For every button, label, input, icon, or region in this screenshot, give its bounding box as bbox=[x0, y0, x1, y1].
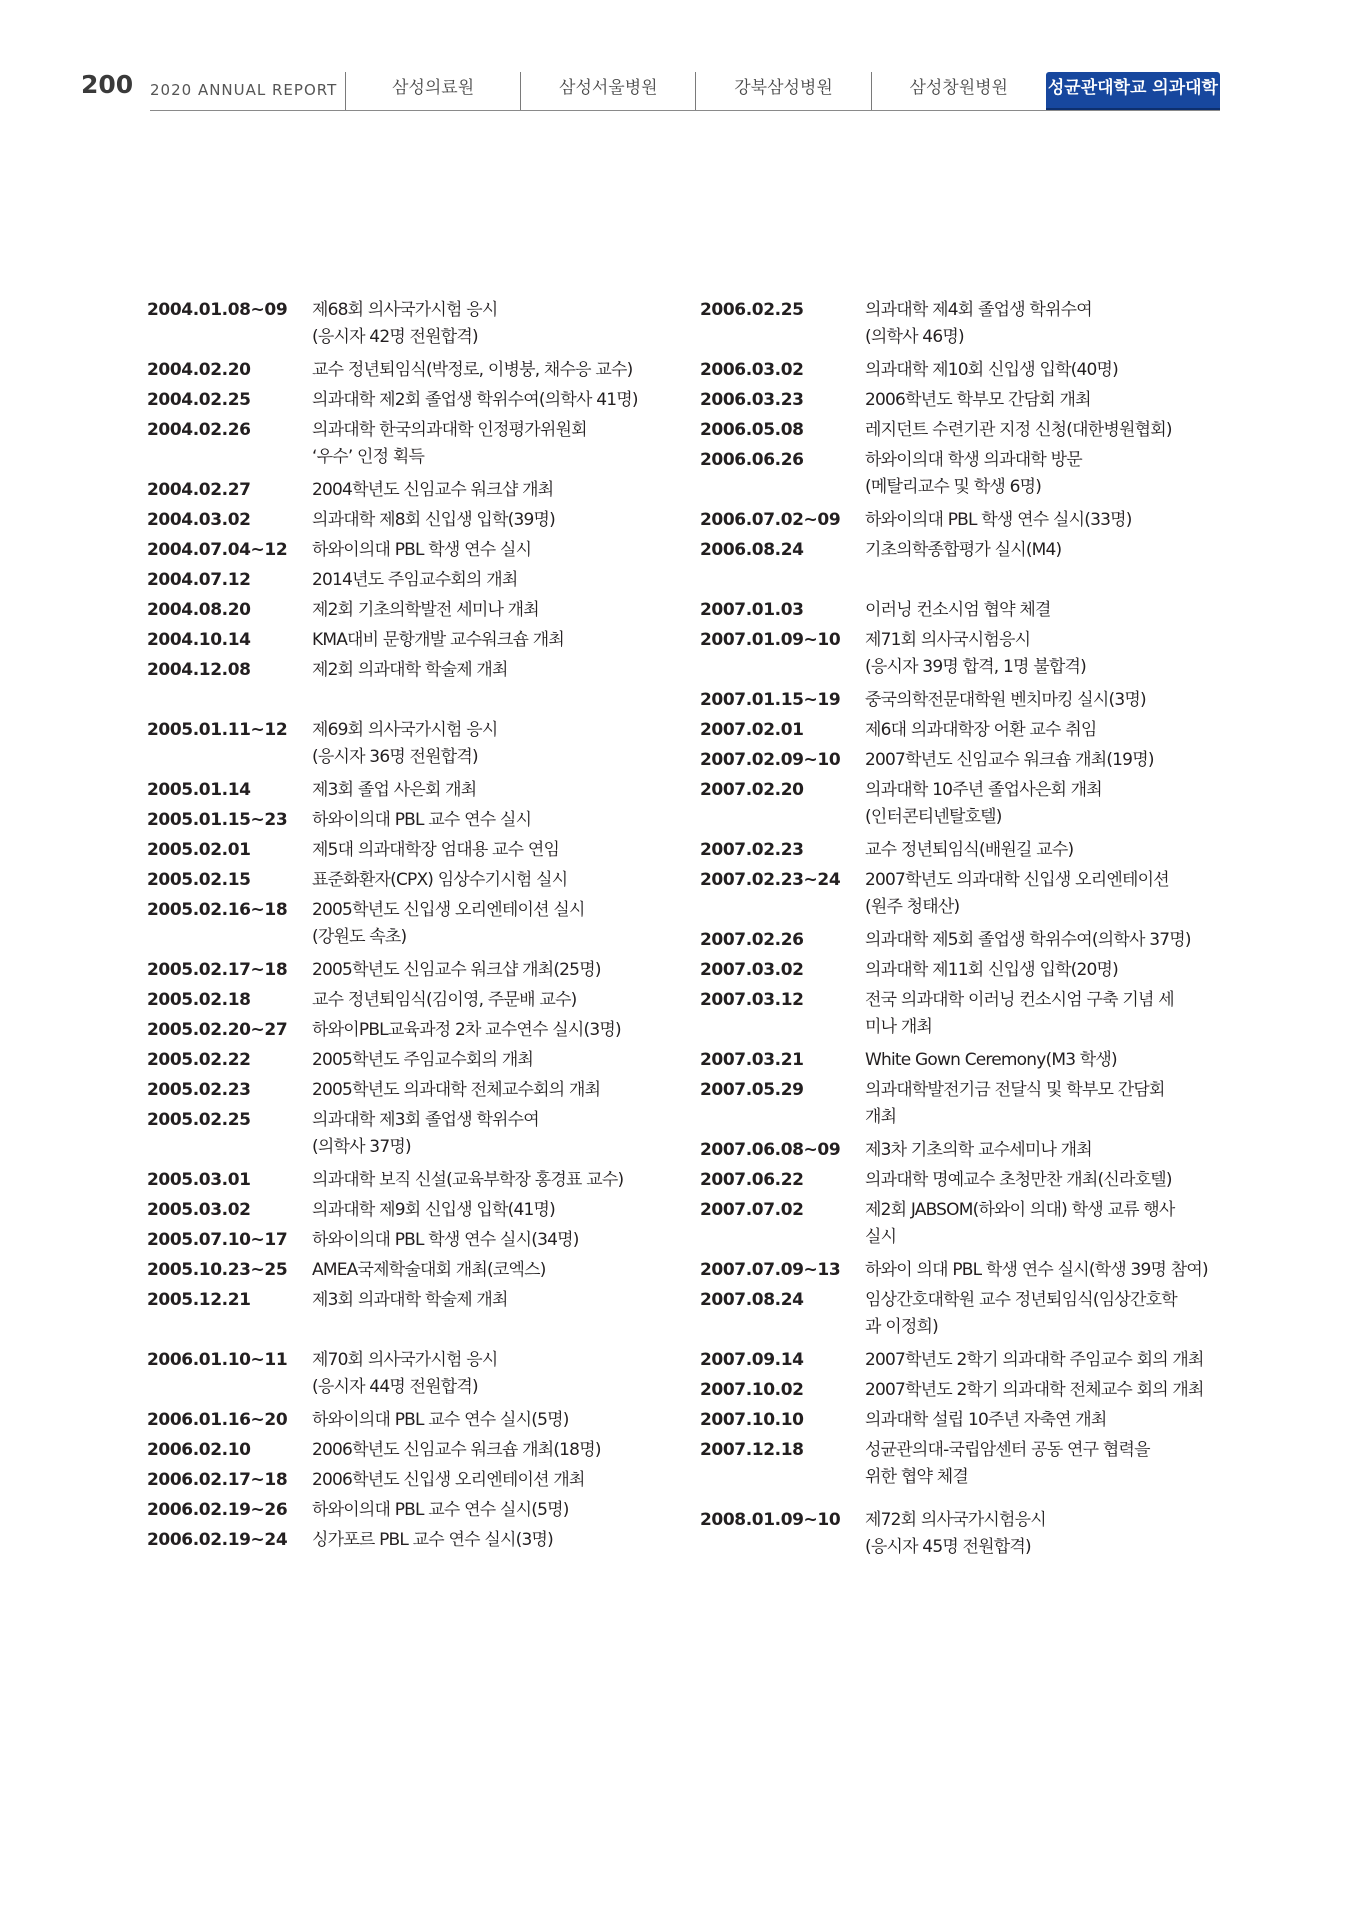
entry-date: 2007.01.15~19 bbox=[700, 690, 841, 710]
entry-description bbox=[865, 1347, 1220, 1374]
tab-1[interactable]: 삼성의료원 bbox=[345, 72, 520, 111]
entry-description-line: 의과대학 제9회 신입생 입학(41명) bbox=[312, 1200, 555, 1220]
entry-date: 2006.03.23 bbox=[700, 390, 804, 410]
entry-description-line: 2005학년도 의과대학 전체교수회의 개최 bbox=[312, 1080, 601, 1100]
entry-date: 2005.02.22 bbox=[147, 1050, 251, 1070]
entry-description-line: 의과대학발전기금 전달식 및 학부모 간담회 bbox=[865, 1080, 1165, 1100]
entry-description bbox=[865, 867, 1220, 921]
entry-description-line: 중국의학전문대학원 벤치마킹 실시(3명) bbox=[865, 690, 1146, 710]
entry-date: 2007.06.22 bbox=[700, 1170, 804, 1190]
entry-description bbox=[865, 717, 1220, 744]
entry-description-line: (강원도 속초) bbox=[312, 927, 407, 947]
entry-description-line: (메탈리교수 및 학생 6명) bbox=[865, 477, 1042, 497]
entry-description bbox=[312, 1287, 667, 1314]
entry-description bbox=[312, 807, 667, 834]
entry-description bbox=[865, 1407, 1220, 1434]
entry-date: 2005.02.16~18 bbox=[147, 900, 288, 920]
entry-date: 2007.10.10 bbox=[700, 1410, 804, 1430]
entry-description bbox=[312, 1047, 667, 1074]
entry-description-line: (응시자 39명 합격, 1명 불합격) bbox=[865, 657, 1086, 677]
entry-date: 2004.10.14 bbox=[147, 630, 251, 650]
entry-description bbox=[312, 987, 667, 1014]
entry-description bbox=[312, 567, 667, 594]
entry-date: 2005.01.14 bbox=[147, 780, 251, 800]
entry-description bbox=[312, 1527, 667, 1554]
entry-description-line: 의과대학 명예교수 초청만찬 개최(신라호텔) bbox=[865, 1170, 1172, 1190]
entry-description-line: 미나 개최 bbox=[865, 1017, 933, 1037]
entry-description bbox=[865, 1287, 1220, 1341]
entry-date: 2006.05.08 bbox=[700, 420, 804, 440]
entry-description-line: 하와이의대 PBL 학생 연수 실시 bbox=[312, 540, 532, 560]
entry-date: 2006.02.17~18 bbox=[147, 1470, 288, 1490]
entry-description bbox=[865, 747, 1220, 774]
page-header bbox=[0, 0, 1357, 120]
entry-description bbox=[865, 297, 1220, 351]
entry-description-line: 이러닝 컨소시엄 협약 체결 bbox=[865, 600, 1051, 620]
page-number: 200 bbox=[81, 70, 134, 99]
entry-date: 2006.01.10~11 bbox=[147, 1350, 288, 1370]
entry-date: 2004.02.20 bbox=[147, 360, 251, 380]
entry-description bbox=[312, 897, 667, 951]
entry-description bbox=[312, 1107, 667, 1161]
entry-description-line: 실시 bbox=[865, 1227, 897, 1247]
entry-description bbox=[312, 1227, 667, 1254]
entry-description-line: 제2회 의과대학 학술제 개최 bbox=[312, 660, 508, 680]
entry-date: 2007.01.03 bbox=[700, 600, 804, 620]
entry-description bbox=[312, 837, 667, 864]
entry-description bbox=[865, 1437, 1220, 1491]
entry-description-line: 제3차 기초의학 교수세미나 개최 bbox=[865, 1140, 1092, 1160]
entry-date: 2005.02.01 bbox=[147, 840, 251, 860]
entry-description bbox=[312, 1347, 667, 1401]
entry-date: 2007.02.26 bbox=[700, 930, 804, 950]
entry-description-line: 2005학년도 주임교수회의 개최 bbox=[312, 1050, 534, 1070]
entry-description-line: 제71회 의사국시험응시 bbox=[865, 630, 1031, 650]
entry-date: 2005.01.15~23 bbox=[147, 810, 288, 830]
entry-description bbox=[312, 717, 667, 771]
entry-description-line: (응시자 44명 전원합격) bbox=[312, 1377, 478, 1397]
entry-description bbox=[312, 1077, 667, 1104]
entry-description-line: 2004학년도 신임교수 워크샵 개최 bbox=[312, 480, 554, 500]
entry-description-line: 교수 정년퇴임식(김이영, 주문배 교수) bbox=[312, 990, 577, 1010]
entry-description bbox=[865, 957, 1220, 984]
entry-description-line: 2014년도 주임교수회의 개최 bbox=[312, 570, 518, 590]
entry-description-line: 표준화환자(CPX) 임상수기시험 실시 bbox=[312, 870, 568, 890]
entry-description-line: 2005학년도 신입생 오리엔테이션 실시 bbox=[312, 900, 585, 920]
entry-date: 2005.01.11~12 bbox=[147, 720, 288, 740]
entry-date: 2005.02.18 bbox=[147, 990, 251, 1010]
entry-date: 2004.02.27 bbox=[147, 480, 251, 500]
entry-description-line: 기초의학종합평가 실시(M4) bbox=[865, 540, 1062, 560]
entry-description bbox=[865, 447, 1220, 501]
entry-description bbox=[312, 1497, 667, 1524]
entry-description bbox=[312, 477, 667, 504]
entry-description-line: (응시자 36명 전원합격) bbox=[312, 747, 478, 767]
entry-description-line: 제2회 JABSOM(하와이 의대) 학생 교류 행사 bbox=[865, 1200, 1175, 1220]
entry-description-line: 하와이의대 PBL 교수 연수 실시(5명) bbox=[312, 1500, 569, 1520]
entry-description bbox=[312, 417, 667, 471]
entry-description-line: 제68회 의사국가시험 응시 bbox=[312, 300, 498, 320]
entry-date: 2007.02.01 bbox=[700, 720, 804, 740]
entry-description bbox=[865, 387, 1220, 414]
entry-date: 2005.07.10~17 bbox=[147, 1230, 288, 1250]
entry-description-line: 제70회 의사국가시험 응시 bbox=[312, 1350, 498, 1370]
entry-description-line: 2007학년도 2학기 의과대학 주임교수 회의 개최 bbox=[865, 1350, 1204, 1370]
entry-description-line: 의과대학 제5회 졸업생 학위수여(의학사 37명) bbox=[865, 930, 1191, 950]
entry-date: 2007.02.23~24 bbox=[700, 870, 841, 890]
entry-description-line: 의과대학 제3회 졸업생 학위수여 bbox=[312, 1110, 539, 1130]
entry-date: 2007.01.09~10 bbox=[700, 630, 841, 650]
entry-date: 2007.08.24 bbox=[700, 1290, 804, 1310]
entry-description-line: 2006학년도 신입생 오리엔테이션 개최 bbox=[312, 1470, 585, 1490]
entry-description-line: 하와이 의대 PBL 학생 연수 실시(학생 39명 참여) bbox=[865, 1260, 1208, 1280]
entry-description bbox=[312, 867, 667, 894]
entry-description bbox=[865, 357, 1220, 384]
entry-date: 2004.07.12 bbox=[147, 570, 251, 590]
entry-date: 2006.02.10 bbox=[147, 1440, 251, 1460]
entry-description-line: 제2회 기초의학발전 세미나 개최 bbox=[312, 600, 539, 620]
entry-description-line: 의과대학 제4회 졸업생 학위수여 bbox=[865, 300, 1092, 320]
entry-description bbox=[865, 777, 1220, 831]
entry-description-line: (인터콘티넨탈호텔) bbox=[865, 807, 1002, 827]
entry-description-line: 2006학년도 신임교수 워크숍 개최(18명) bbox=[312, 1440, 601, 1460]
entry-date: 2005.10.23~25 bbox=[147, 1260, 288, 1280]
tab-4[interactable]: 삼성창원병원 bbox=[871, 72, 1046, 111]
entry-description-line: 의과대학 제8회 신입생 입학(39명) bbox=[312, 510, 555, 530]
entry-description bbox=[312, 1197, 667, 1224]
entry-description bbox=[865, 417, 1220, 444]
entry-description-line: 하와이의대 PBL 학생 연수 실시(33명) bbox=[865, 510, 1132, 530]
entry-description bbox=[865, 927, 1220, 954]
entry-description-line: 2007학년도 신임교수 워크숍 개최(19명) bbox=[865, 750, 1154, 770]
entry-description-line: 싱가포르 PBL 교수 연수 실시(3명) bbox=[312, 1530, 553, 1550]
entry-date: 2005.03.02 bbox=[147, 1200, 251, 1220]
entry-description-line: 하와이의대 학생 의과대학 방문 bbox=[865, 450, 1082, 470]
entry-description bbox=[312, 1407, 667, 1434]
entry-date: 2008.01.09~10 bbox=[700, 1510, 841, 1530]
entry-description-line: (응시자 42명 전원합격) bbox=[312, 327, 478, 347]
entry-date: 2005.12.21 bbox=[147, 1290, 251, 1310]
entry-description-line: 제5대 의과대학장 엄대용 교수 연임 bbox=[312, 840, 560, 860]
entry-date: 2005.02.15 bbox=[147, 870, 251, 890]
entry-date: 2004.08.20 bbox=[147, 600, 251, 620]
entry-description-line: 2006학년도 학부모 간담회 개최 bbox=[865, 390, 1091, 410]
entry-date: 2005.02.25 bbox=[147, 1110, 251, 1130]
tab-3[interactable]: 강북삼성병원 bbox=[695, 72, 870, 111]
entry-date: 2007.02.23 bbox=[700, 840, 804, 860]
entry-date: 2007.03.21 bbox=[700, 1050, 804, 1070]
entry-description bbox=[312, 1257, 667, 1284]
entry-description bbox=[865, 627, 1220, 681]
entry-description-line: 의과대학 한국의과대학 인정평가위원회 bbox=[312, 420, 587, 440]
entry-description bbox=[312, 657, 667, 684]
entry-description-line: 의과대학 제10회 신입생 입학(40명) bbox=[865, 360, 1119, 380]
entry-description-line: 과 이정희) bbox=[865, 1317, 938, 1337]
entry-date: 2005.02.20~27 bbox=[147, 1020, 288, 1040]
entry-description bbox=[865, 1077, 1220, 1131]
entry-date: 2007.05.29 bbox=[700, 1080, 804, 1100]
entry-description-line: White Gown Ceremony(M3 학생) bbox=[865, 1050, 1117, 1070]
entry-date: 2007.02.20 bbox=[700, 780, 804, 800]
entry-date: 2006.08.24 bbox=[700, 540, 804, 560]
entry-description bbox=[312, 537, 667, 564]
entry-description-line: 제6대 의과대학장 어환 교수 취임 bbox=[865, 720, 1097, 740]
entry-description-line: 교수 정년퇴임식(배원길 교수) bbox=[865, 840, 1074, 860]
entry-date: 2007.03.12 bbox=[700, 990, 804, 1010]
entry-description-line: ‘우수’ 인정 획득 bbox=[312, 447, 425, 467]
entry-description bbox=[312, 387, 667, 414]
entry-description bbox=[312, 597, 667, 624]
entry-description-line: 의과대학 제11회 신입생 입학(20명) bbox=[865, 960, 1119, 980]
entry-date: 2006.06.26 bbox=[700, 450, 804, 470]
entry-description bbox=[865, 1167, 1220, 1194]
entry-date: 2007.06.08~09 bbox=[700, 1140, 841, 1160]
entry-description-line: KMA대비 문항개발 교수워크숍 개최 bbox=[312, 630, 564, 650]
entry-date: 2007.12.18 bbox=[700, 1440, 804, 1460]
entry-description bbox=[312, 777, 667, 804]
entry-date: 2007.07.09~13 bbox=[700, 1260, 841, 1280]
entry-description-line: 제69회 의사국가시험 응시 bbox=[312, 720, 498, 740]
entry-description bbox=[312, 1437, 667, 1464]
entry-description-line: 하와이의대 PBL 교수 연수 실시(5명) bbox=[312, 1410, 569, 1430]
entry-description bbox=[312, 1167, 667, 1194]
entry-date: 2004.12.08 bbox=[147, 660, 251, 680]
entry-date: 2007.07.02 bbox=[700, 1200, 804, 1220]
entry-description-line: 성균관의대-국립암센터 공동 연구 협력을 bbox=[865, 1440, 1150, 1460]
entry-description bbox=[312, 297, 667, 351]
entry-description-line: 하와이PBL교육과정 2차 교수연수 실시(3명) bbox=[312, 1020, 621, 1040]
entry-description-line: 2007학년도 2학기 의과대학 전체교수 회의 개최 bbox=[865, 1380, 1204, 1400]
entry-date: 2006.01.16~20 bbox=[147, 1410, 288, 1430]
entry-description bbox=[865, 1377, 1220, 1404]
entry-description bbox=[865, 837, 1220, 864]
entry-date: 2007.03.02 bbox=[700, 960, 804, 980]
entry-description bbox=[865, 537, 1220, 564]
entry-description bbox=[312, 1017, 667, 1044]
entry-description bbox=[865, 1047, 1220, 1074]
entry-description bbox=[312, 507, 667, 534]
entry-description bbox=[865, 597, 1220, 624]
entry-description bbox=[865, 1137, 1220, 1164]
entry-description bbox=[865, 507, 1220, 534]
report-title: 2020 ANNUAL REPORT bbox=[150, 81, 338, 99]
entry-description-line: 의과대학 보직 신설(교육부학장 홍경표 교수) bbox=[312, 1170, 624, 1190]
entry-date: 2006.02.25 bbox=[700, 300, 804, 320]
entry-description-line: 임상간호대학원 교수 정년퇴임식(임상간호학 bbox=[865, 1290, 1177, 1310]
entry-description-line: 2007학년도 의과대학 신입생 오리엔테이션 bbox=[865, 870, 1169, 890]
entry-description bbox=[312, 357, 667, 384]
entry-description-line: (응시자 45명 전원합격) bbox=[865, 1537, 1031, 1557]
entry-description-line: 의과대학 10주년 졸업사은회 개최 bbox=[865, 780, 1102, 800]
entry-date: 2005.02.23 bbox=[147, 1080, 251, 1100]
entry-date: 2005.02.17~18 bbox=[147, 960, 288, 980]
entry-date: 2006.02.19~26 bbox=[147, 1500, 288, 1520]
entry-description bbox=[865, 1197, 1220, 1251]
entry-date: 2007.10.02 bbox=[700, 1380, 804, 1400]
entry-description-line: AMEA국제학술대회 개최(코엑스) bbox=[312, 1260, 546, 1280]
tab-5[interactable]: 성균관대학교 의과대학 bbox=[1046, 72, 1220, 111]
entry-date: 2006.02.19~24 bbox=[147, 1530, 288, 1550]
entry-description-line: (원주 청태산) bbox=[865, 897, 960, 917]
entry-description-line: 하와이의대 PBL 교수 연수 실시 bbox=[312, 810, 532, 830]
entry-description bbox=[865, 1257, 1220, 1284]
entry-description bbox=[312, 957, 667, 984]
entry-description-line: 의과대학 설립 10주년 자축연 개최 bbox=[865, 1410, 1107, 1430]
entry-description bbox=[865, 987, 1220, 1041]
entry-date: 2004.03.02 bbox=[147, 510, 251, 530]
entry-description-line: 개최 bbox=[865, 1107, 897, 1127]
entry-date: 2007.02.09~10 bbox=[700, 750, 841, 770]
entry-description-line: 제72회 의사국가시험응시 bbox=[865, 1510, 1046, 1530]
entry-date: 2006.03.02 bbox=[700, 360, 804, 380]
entry-description-line: 2005학년도 신임교수 워크샵 개최(25명) bbox=[312, 960, 601, 980]
entry-description bbox=[312, 1467, 667, 1494]
entry-description-line: 하와이의대 PBL 학생 연수 실시(34명) bbox=[312, 1230, 579, 1250]
header-divider bbox=[150, 110, 1220, 111]
entry-date: 2005.03.01 bbox=[147, 1170, 251, 1190]
entry-description-line: (의학사 46명) bbox=[865, 327, 964, 347]
entry-description bbox=[865, 1507, 1220, 1561]
entry-date: 2004.01.08~09 bbox=[147, 300, 288, 320]
entry-date: 2007.09.14 bbox=[700, 1350, 804, 1370]
entry-description-line: 위한 협약 체결 bbox=[865, 1467, 968, 1487]
entry-date: 2004.02.26 bbox=[147, 420, 251, 440]
entry-date: 2006.07.02~09 bbox=[700, 510, 841, 530]
entry-description-line: 의과대학 제2회 졸업생 학위수여(의학사 41명) bbox=[312, 390, 638, 410]
entry-date: 2004.02.25 bbox=[147, 390, 251, 410]
entry-description-line: 전국 의과대학 이러닝 컨소시엄 구축 기념 세 bbox=[865, 990, 1174, 1010]
entry-description bbox=[312, 627, 667, 654]
entry-description-line: (의학사 37명) bbox=[312, 1137, 411, 1157]
entry-description bbox=[865, 687, 1220, 714]
entry-description-line: 제3회 의과대학 학술제 개최 bbox=[312, 1290, 508, 1310]
tab-2[interactable]: 삼성서울병원 bbox=[520, 72, 695, 111]
section-tabs bbox=[345, 72, 1220, 111]
entry-description-line: 제3회 졸업 사은회 개최 bbox=[312, 780, 477, 800]
entry-description-line: 레지던트 수련기관 지정 신청(대한병원협회) bbox=[865, 420, 1172, 440]
entry-date: 2004.07.04~12 bbox=[147, 540, 288, 560]
entry-description-line: 교수 정년퇴임식(박정로, 이병붕, 채수응 교수) bbox=[312, 360, 633, 380]
